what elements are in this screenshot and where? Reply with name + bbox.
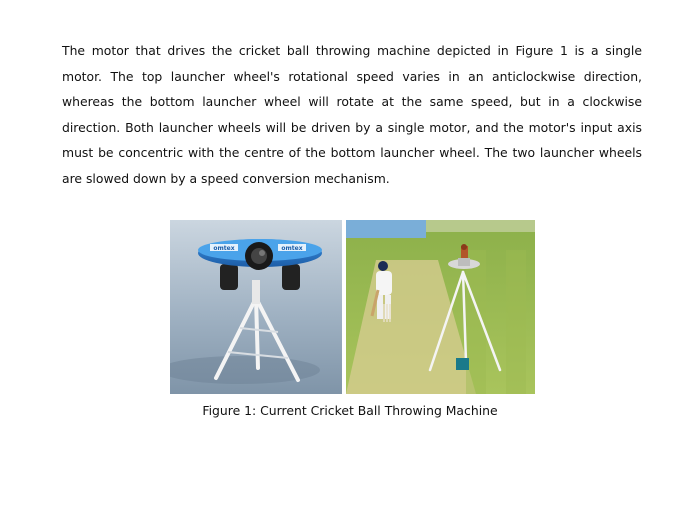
figure-caption: Figure 1: Current Cricket Ball Throwing Machine xyxy=(202,403,498,418)
figure-1 xyxy=(170,220,536,394)
machine-product-photo xyxy=(170,220,342,394)
machine-on-pitch-photo xyxy=(346,220,535,394)
body-paragraph: The motor that drives the cricket ball throwing machine depicted in Figure 1 is a single motor. The top launcher wheel's rotational speed varies in an anticlockwise direction, whereas the bottom launcher wheel will rotate at the same speed, but in a clockwise direction. Both launcher wheels will be driven by a single motor, and the motor's input axis must be concentric with the centre of the bottom launcher wheel. The two launcher wheels are slowed down by a speed conversion mechanism. xyxy=(62,43,642,186)
brand-label-left: omtex xyxy=(213,245,235,252)
brand-label-right: omtex xyxy=(281,245,303,252)
